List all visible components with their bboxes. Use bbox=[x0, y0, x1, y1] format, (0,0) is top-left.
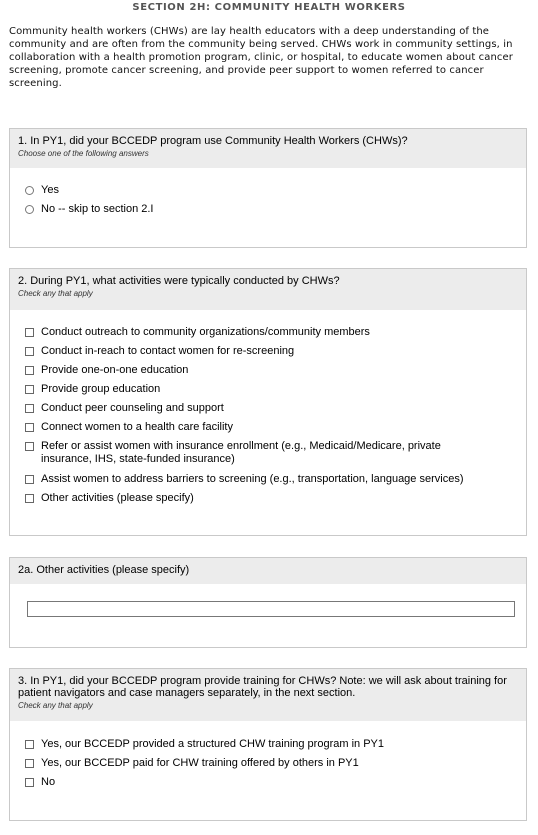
q1-option-no[interactable] bbox=[25, 203, 518, 222]
q2-barriers-checkbox[interactable] bbox=[25, 475, 34, 484]
q2-connect-facility-checkbox[interactable] bbox=[25, 423, 34, 432]
q2-option-inreach[interactable] bbox=[25, 345, 518, 364]
question-3-text: 3. In PY1, did your BCCEDP program provide training for CHWs? Note: we will ask about training for patient navigators and case managers separately, in the next section. bbox=[18, 675, 507, 699]
question-2-box bbox=[9, 268, 527, 536]
q2-group-education-checkbox[interactable] bbox=[25, 385, 34, 394]
q2-barriers-label: Assist women to address barriers to screening (e.g., transportation, language services) bbox=[41, 473, 464, 485]
q2-option-barriers[interactable] bbox=[25, 473, 518, 492]
q3-option-structured-program[interactable] bbox=[25, 738, 518, 757]
q3-option-no[interactable] bbox=[25, 776, 518, 795]
q3-no-checkbox[interactable] bbox=[25, 778, 34, 787]
q2-option-one-on-one[interactable] bbox=[25, 364, 518, 383]
question-2a-header bbox=[10, 558, 526, 584]
question-1-options bbox=[10, 168, 526, 222]
q2-group-education-label: Provide group education bbox=[41, 383, 161, 395]
q2-outreach-checkbox[interactable] bbox=[25, 328, 34, 337]
q1-no-label: No -- skip to section 2.I bbox=[41, 203, 154, 215]
q3-paid-training-checkbox[interactable] bbox=[25, 759, 34, 768]
q2-one-on-one-checkbox[interactable] bbox=[25, 366, 34, 375]
question-2a-text: 2a. Other activities (please specify) bbox=[18, 564, 190, 576]
q1-no-radio[interactable] bbox=[25, 205, 34, 214]
question-2-text: 2. During PY1, what activities were typically conducted by CHWs? bbox=[18, 275, 340, 287]
q3-option-paid-training[interactable] bbox=[25, 757, 518, 776]
q1-yes-radio[interactable] bbox=[25, 186, 34, 195]
q2-peer-counseling-label: Conduct peer counseling and support bbox=[41, 402, 224, 414]
section-title: SECTION 2H: COMMUNITY HEALTH WORKERS bbox=[132, 2, 406, 13]
question-2-options bbox=[10, 310, 526, 511]
q2-inreach-label: Conduct in-reach to contact women for re-screening bbox=[41, 345, 295, 357]
question-3-header bbox=[10, 669, 526, 721]
q2-option-connect-facility[interactable] bbox=[25, 421, 518, 440]
q2a-other-activities-input[interactable] bbox=[27, 601, 515, 617]
section-intro: Community health workers (CHWs) are lay health educators with a deep understanding of the community and are often from the community being served. CHWs work in community settings, in collaboration with a health promotion program, clinic, or hospital, to educate women about cancer screening, promote cancer screening, and provide peer support to women referred to cancer screening. bbox=[9, 26, 513, 89]
q2-option-peer-counseling[interactable] bbox=[25, 402, 518, 421]
q2-outreach-label: Conduct outreach to community organizations/community members bbox=[41, 326, 370, 338]
q2-option-insurance[interactable] bbox=[25, 440, 518, 473]
q2-peer-counseling-checkbox[interactable] bbox=[25, 404, 34, 413]
q3-paid-training-label: Yes, our BCCEDP paid for CHW training offered by others in PY1 bbox=[41, 757, 359, 769]
question-3-options bbox=[10, 721, 526, 795]
q2-connect-facility-label: Connect women to a health care facility bbox=[41, 421, 233, 433]
q1-option-yes[interactable] bbox=[25, 184, 518, 203]
q2-option-other[interactable] bbox=[25, 492, 518, 511]
q2-insurance-label: Refer or assist women with insurance enrollment (e.g., Medicaid/Medicare, private insurance, IHS, state-funded insurance) bbox=[41, 440, 441, 465]
question-2a-box bbox=[9, 557, 527, 648]
q2-insurance-checkbox[interactable] bbox=[25, 442, 34, 451]
question-1-hint: Choose one of the following answers bbox=[18, 149, 149, 158]
question-3-box bbox=[9, 668, 527, 821]
question-1-box bbox=[9, 128, 527, 248]
q3-no-label: No bbox=[41, 776, 56, 788]
question-2-header bbox=[10, 269, 526, 310]
q2-other-label: Other activities (please specify) bbox=[41, 492, 194, 504]
question-1-text: 1. In PY1, did your BCCEDP program use Community Health Workers (CHWs)? bbox=[18, 135, 408, 147]
question-2-hint: Check any that apply bbox=[18, 289, 93, 298]
q2-one-on-one-label: Provide one-on-one education bbox=[41, 364, 189, 376]
q2-option-outreach[interactable] bbox=[25, 326, 518, 345]
question-1-header bbox=[10, 129, 526, 168]
question-3-hint: Check any that apply bbox=[18, 701, 93, 710]
q3-structured-program-label: Yes, our BCCEDP provided a structured CHW training program in PY1 bbox=[41, 738, 384, 750]
q2-option-group-education[interactable] bbox=[25, 383, 518, 402]
q2-other-checkbox[interactable] bbox=[25, 494, 34, 503]
q1-yes-label: Yes bbox=[41, 184, 59, 196]
q2-inreach-checkbox[interactable] bbox=[25, 347, 34, 356]
q3-structured-program-checkbox[interactable] bbox=[25, 740, 34, 749]
